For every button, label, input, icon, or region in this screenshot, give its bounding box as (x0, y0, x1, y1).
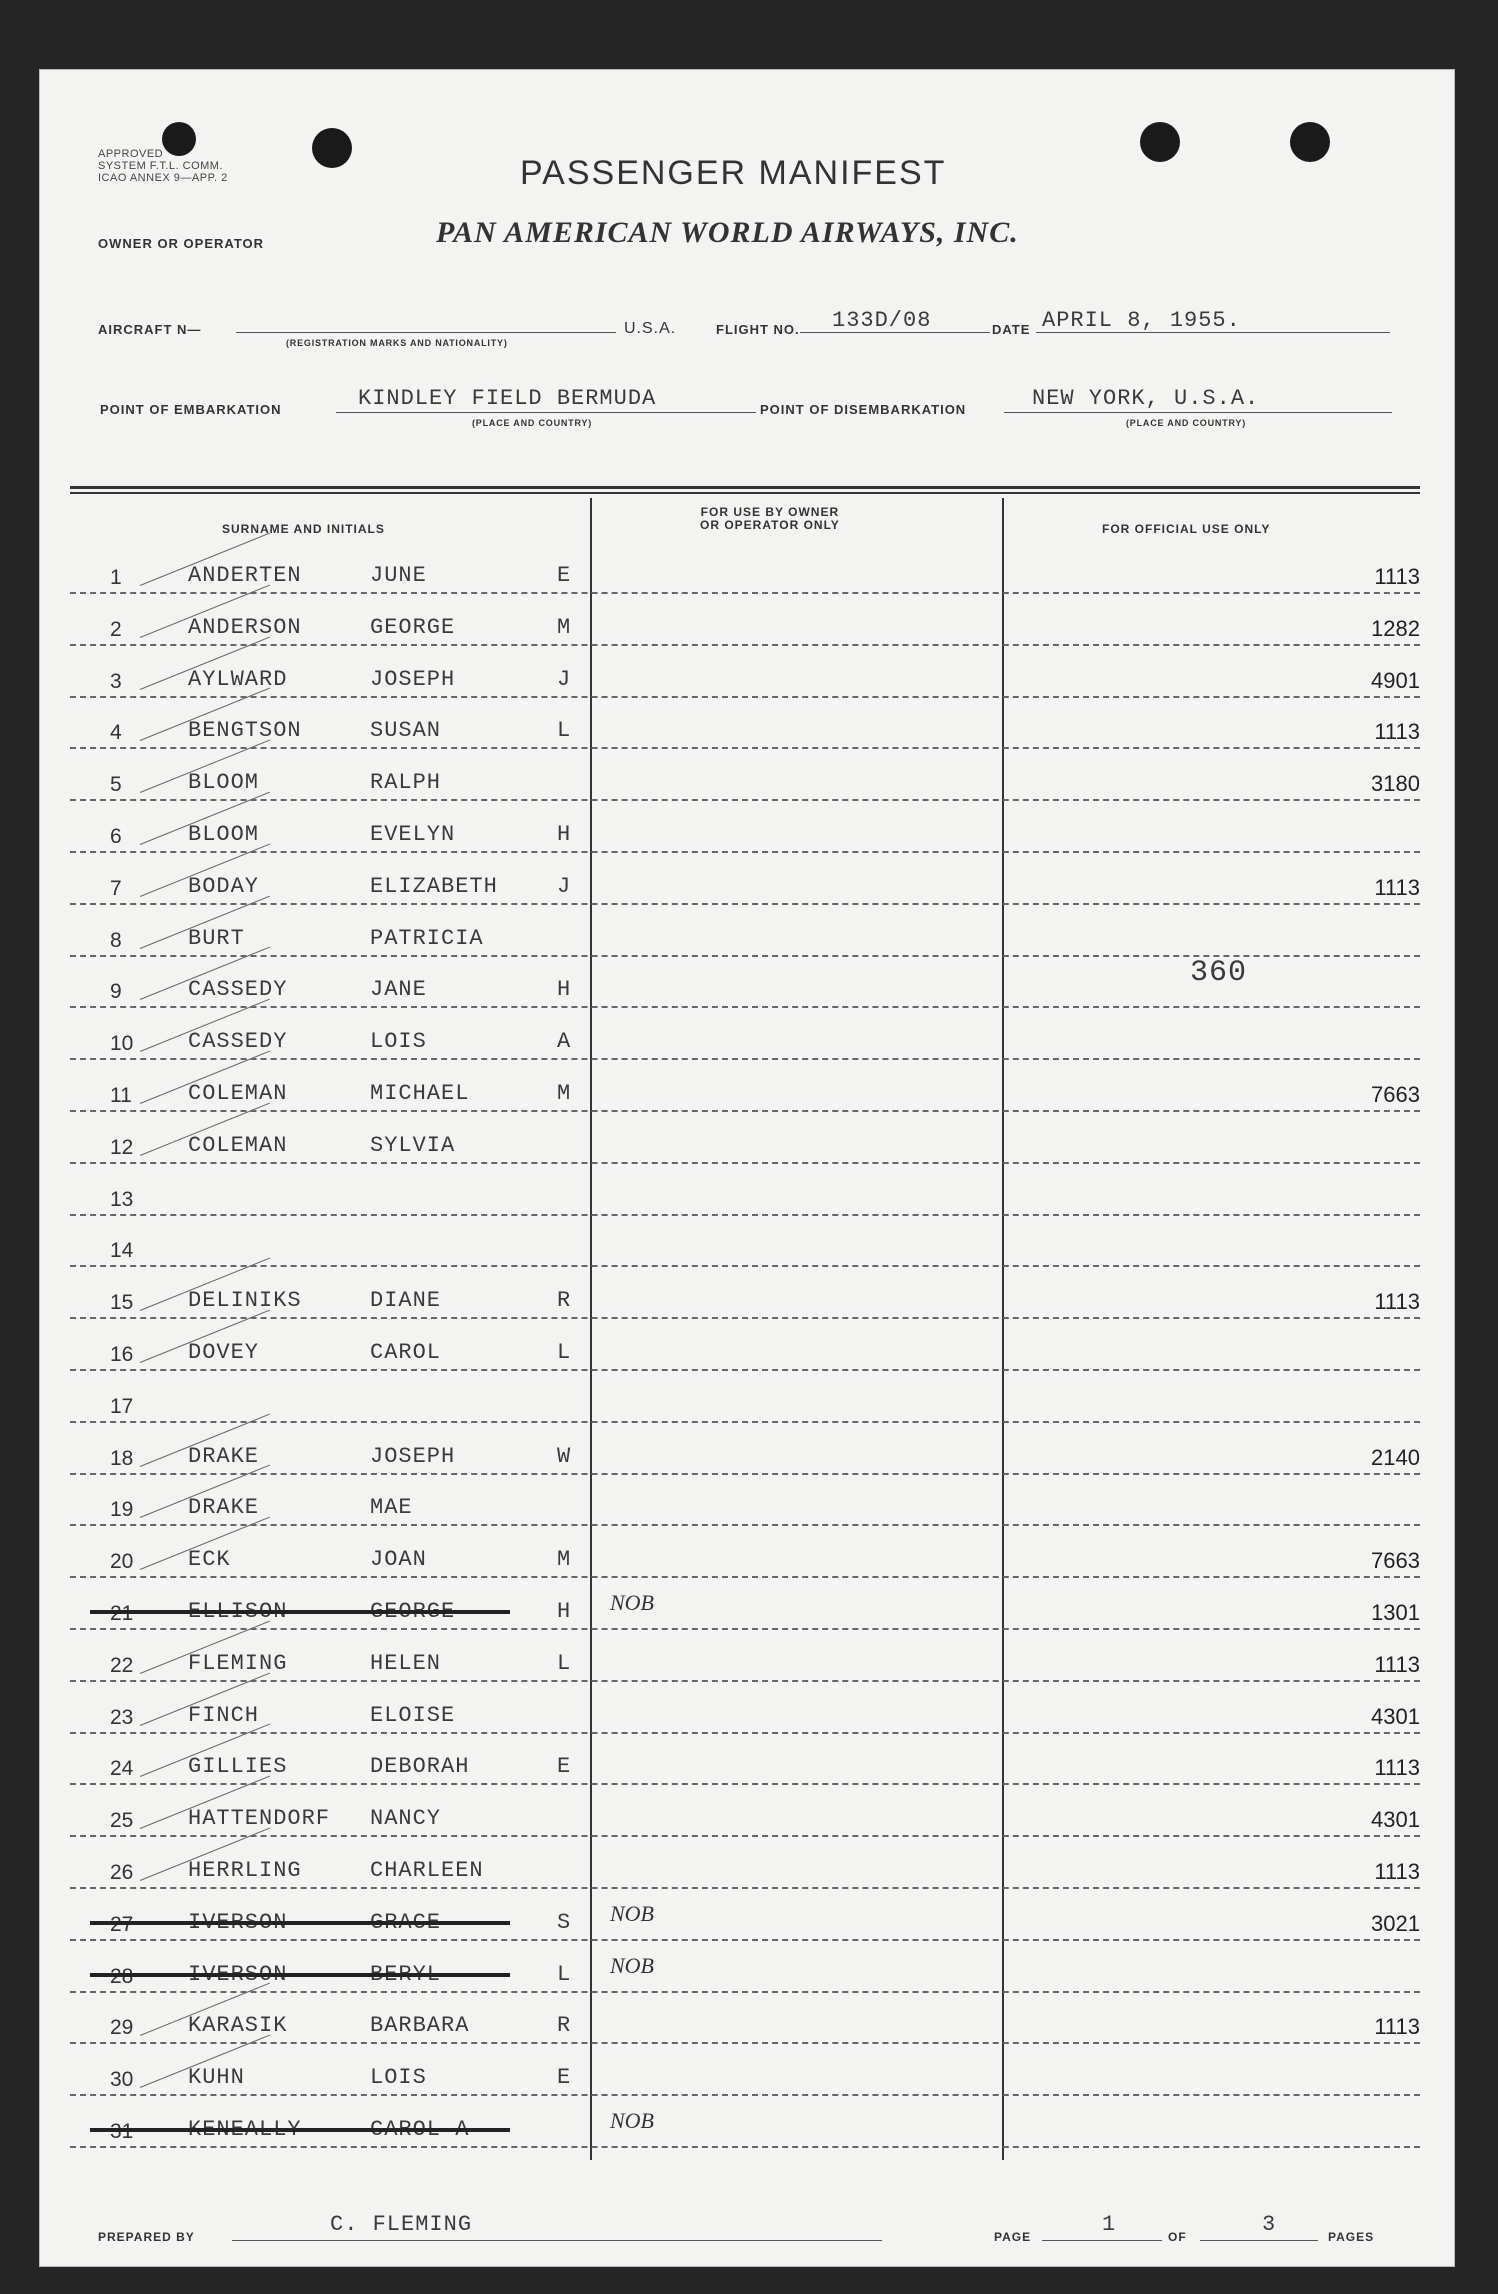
row-number: 12 (110, 1136, 134, 1159)
disembark-value: NEW YORK, U.S.A. (1032, 386, 1260, 411)
row-number: 22 (110, 1654, 134, 1677)
passenger-first-name: LOIS (370, 1029, 427, 1054)
row-underline (70, 1783, 1420, 1785)
official-code: 1282 (1371, 616, 1420, 641)
passenger-surname: ANDERSON (188, 615, 302, 640)
official-code: 7663 (1371, 1082, 1420, 1107)
of-label: OF (1168, 2230, 1187, 2244)
approval-stamp (98, 148, 228, 184)
row-number: 16 (110, 1343, 134, 1366)
page-title: PASSENGER MANIFEST (520, 154, 947, 192)
passenger-row (70, 1735, 1420, 1785)
row-number: 18 (110, 1447, 134, 1470)
prepared-value: C. FLEMING (330, 2212, 473, 2237)
passenger-row (70, 1891, 1420, 1941)
row-number: 28 (110, 1965, 134, 1988)
row-underline (70, 1732, 1420, 1734)
row-number: 10 (110, 1032, 134, 1055)
passenger-surname: IVERSON (188, 1962, 288, 1987)
row-underline (70, 1265, 1420, 1267)
row-underline (70, 1680, 1420, 1682)
passenger-row (70, 1528, 1420, 1578)
passenger-surname: GILLIES (188, 1754, 288, 1779)
punch-hole-right (1140, 122, 1180, 162)
flight-label: FLIGHT NO. (716, 322, 800, 337)
page-field (1042, 2240, 1162, 2241)
operator-note: NOB (610, 1901, 654, 1926)
official-code: 1113 (1374, 1859, 1420, 1884)
strike-through (90, 2128, 510, 2132)
passenger-initial: A (557, 1029, 572, 1054)
passenger-first-name: CAROL (370, 1340, 442, 1365)
owner-value: PAN AMERICAN WORLD AIRWAYS, INC. (436, 216, 1019, 249)
passenger-row (70, 1684, 1420, 1734)
passenger-first-name: JANE (370, 977, 427, 1002)
row-number: 6 (110, 825, 122, 848)
table-top-rule (70, 486, 1420, 489)
passenger-surname: DRAKE (188, 1495, 260, 1520)
row-number: 30 (110, 2068, 134, 2091)
passenger-row (70, 751, 1420, 801)
strike-through (90, 1610, 510, 1614)
flight-field (800, 332, 990, 333)
passenger-surname: HERRLING (188, 1858, 302, 1883)
row-number: 26 (110, 1861, 134, 1884)
passenger-first-name: BARBARA (370, 2013, 470, 2038)
row-number: 2 (110, 618, 122, 641)
row-number: 17 (110, 1395, 134, 1418)
prepared-field (232, 2240, 882, 2241)
row-number: 8 (110, 929, 122, 952)
page-value: 1 (1102, 2212, 1117, 2237)
passenger-surname: CASSEDY (188, 977, 288, 1002)
passenger-row (70, 1787, 1420, 1837)
row-underline (70, 1473, 1420, 1475)
row-underline (70, 747, 1420, 749)
col-header-official: FOR OFFICIAL USE ONLY (1102, 522, 1271, 536)
row-underline (70, 1939, 1420, 1941)
passenger-initial: M (557, 1547, 572, 1572)
passenger-initial: E (557, 1754, 572, 1779)
official-code: 4901 (1371, 668, 1420, 693)
passenger-row (70, 907, 1420, 957)
passenger-first-name: JUNE (370, 563, 427, 588)
embark-field (336, 412, 756, 413)
passenger-surname: BLOOM (188, 770, 260, 795)
page-label: PAGE (994, 2230, 1032, 2244)
official-code: 4301 (1371, 1807, 1420, 1832)
passenger-row (70, 1166, 1420, 1216)
row-number: 13 (110, 1188, 134, 1211)
passenger-first-name: HELEN (370, 1651, 442, 1676)
row-underline (70, 592, 1420, 594)
row-number: 29 (110, 2016, 134, 2039)
passenger-surname: ANDERTEN (188, 563, 302, 588)
passenger-first-name: EVELYN (370, 822, 456, 847)
passenger-first-name: DEBORAH (370, 1754, 470, 1779)
official-code: 1113 (1374, 1289, 1420, 1314)
row-underline (70, 1317, 1420, 1319)
passenger-surname: BURT (188, 926, 245, 951)
col-header-owner: FOR USE BY OWNER OR OPERATOR ONLY (700, 505, 840, 532)
passenger-row (70, 803, 1420, 853)
passenger-initial: L (557, 1651, 572, 1676)
official-code: 1113 (1374, 1652, 1420, 1677)
row-number: 3 (110, 670, 122, 693)
passenger-initial: J (557, 874, 572, 899)
passenger-surname: AYLWARD (188, 667, 288, 692)
col-header-names: SURNAME AND INITIALS (222, 522, 385, 536)
passenger-first-name: JOSEPH (370, 1444, 456, 1469)
approval-line-1: APPROVED (98, 148, 164, 160)
passenger-surname: BODAY (188, 874, 260, 899)
passenger-initial: M (557, 1081, 572, 1106)
row-underline (70, 1991, 1420, 1993)
passenger-first-name: JOAN (370, 1547, 427, 1572)
passenger-row (70, 1010, 1420, 1060)
owner-label: OWNER OR OPERATOR (98, 236, 265, 251)
passenger-initial: H (557, 977, 572, 1002)
passenger-row (70, 2046, 1420, 2096)
passenger-first-name: PATRICIA (370, 926, 484, 951)
disembark-sub: (PLACE AND COUNTRY) (1126, 418, 1247, 428)
punch-hole-right-2 (1290, 122, 1330, 162)
passenger-first-name: ELIZABETH (370, 874, 498, 899)
passenger-row (70, 1580, 1420, 1630)
strike-through (90, 1973, 510, 1977)
passenger-row (70, 1217, 1420, 1267)
passenger-initial: L (557, 718, 572, 743)
row-number: 7 (110, 877, 122, 900)
passenger-surname: HATTENDORF (188, 1806, 331, 1831)
pages-label: PAGES (1328, 2230, 1375, 2244)
row-underline (70, 2042, 1420, 2044)
date-field (1036, 332, 1390, 333)
punch-hole-left (312, 128, 352, 168)
passenger-initial: M (557, 615, 572, 640)
passenger-first-name: LOIS (370, 2065, 427, 2090)
passenger-first-name: CAROL A (370, 2117, 470, 2142)
passenger-initial: E (557, 563, 572, 588)
passenger-surname: FLEMING (188, 1651, 288, 1676)
row-underline (70, 851, 1420, 853)
row-underline (70, 1835, 1420, 1837)
passenger-first-name: SUSAN (370, 718, 442, 743)
passenger-surname: ELLISON (188, 1599, 288, 1624)
row-underline (70, 1369, 1420, 1371)
aircraft-field (236, 332, 616, 333)
row-underline (70, 1576, 1420, 1578)
official-code: 4301 (1371, 1704, 1420, 1729)
row-underline (70, 2094, 1420, 2096)
passenger-surname: DOVEY (188, 1340, 260, 1365)
row-number: 24 (110, 1757, 134, 1780)
passenger-row (70, 544, 1420, 594)
official-code: 1113 (1374, 2014, 1420, 2039)
row-number: 15 (110, 1291, 134, 1314)
passenger-surname: IVERSON (188, 1910, 288, 1935)
passenger-surname: ECK (188, 1547, 231, 1572)
passenger-surname: COLEMAN (188, 1081, 288, 1106)
operator-note: NOB (610, 1953, 654, 1978)
strike-through (90, 1921, 510, 1925)
row-underline (70, 1628, 1420, 1630)
passenger-surname: KARASIK (188, 2013, 288, 2038)
passenger-row (70, 1425, 1420, 1475)
passenger-surname: DRAKE (188, 1444, 260, 1469)
passenger-first-name: DIANE (370, 1288, 442, 1313)
embark-sub: (PLACE AND COUNTRY) (472, 418, 593, 428)
row-underline (70, 696, 1420, 698)
passenger-first-name: MAE (370, 1495, 413, 1520)
passenger-row (70, 2098, 1420, 2148)
row-number: 20 (110, 1550, 134, 1573)
row-number: 31 (110, 2120, 134, 2143)
passenger-row (70, 1062, 1420, 1112)
row-number: 9 (110, 980, 122, 1003)
passenger-surname: KENEALLY (188, 2117, 302, 2142)
passenger-row (70, 1114, 1420, 1164)
official-mark: 360 (1190, 956, 1248, 990)
passenger-first-name: CHARLEEN (370, 1858, 484, 1883)
passenger-first-name: NANCY (370, 1806, 442, 1831)
passenger-initial: E (557, 2065, 572, 2090)
row-number: 27 (110, 1913, 134, 1936)
date-label: DATE (992, 322, 1031, 337)
row-number: 5 (110, 773, 122, 796)
official-code: 1113 (1374, 564, 1420, 589)
official-code: 1301 (1371, 1600, 1420, 1625)
row-number: 1 (110, 566, 122, 589)
disembark-field (1004, 412, 1392, 413)
passenger-row (70, 699, 1420, 749)
row-underline (70, 2146, 1420, 2148)
manifest-sheet (40, 70, 1454, 2266)
row-number: 14 (110, 1239, 134, 1262)
row-number: 4 (110, 721, 122, 744)
passenger-initial: L (557, 1340, 572, 1365)
of-value: 3 (1262, 2212, 1277, 2237)
official-code: 1113 (1374, 1755, 1420, 1780)
row-number: 19 (110, 1498, 134, 1521)
passenger-row (70, 648, 1420, 698)
row-underline (70, 644, 1420, 646)
passenger-initial: S (557, 1910, 572, 1935)
official-code: 1113 (1374, 875, 1420, 900)
row-underline (70, 1162, 1420, 1164)
passenger-row (70, 1943, 1420, 1993)
row-underline (70, 1421, 1420, 1423)
passenger-initial: L (557, 1962, 572, 1987)
embark-value: KINDLEY FIELD BERMUDA (358, 386, 657, 411)
approval-line-3: ICAO ANNEX 9—APP. 2 (98, 172, 228, 184)
row-number: 25 (110, 1809, 134, 1832)
operator-note: NOB (610, 2108, 654, 2133)
date-value: APRIL 8, 1955. (1042, 308, 1241, 333)
row-number: 11 (110, 1084, 132, 1107)
passenger-first-name: JOSEPH (370, 667, 456, 692)
passenger-row (70, 1839, 1420, 1889)
passenger-row (70, 1321, 1420, 1371)
official-code: 3180 (1371, 771, 1420, 796)
passenger-surname: COLEMAN (188, 1133, 288, 1158)
prepared-label: PREPARED BY (98, 2230, 195, 2244)
aircraft-label: AIRCRAFT N— (98, 322, 202, 337)
row-underline (70, 1110, 1420, 1112)
passenger-initial: R (557, 1288, 572, 1313)
official-code: 7663 (1371, 1548, 1420, 1573)
passenger-surname: KUHN (188, 2065, 245, 2090)
passenger-first-name: RALPH (370, 770, 442, 795)
passenger-initial: W (557, 1444, 572, 1469)
passenger-first-name: BERYL (370, 1962, 442, 1987)
passenger-initial: J (557, 667, 572, 692)
row-underline (70, 799, 1420, 801)
passenger-initial: H (557, 1599, 572, 1624)
row-underline (70, 1524, 1420, 1526)
passenger-initial: H (557, 822, 572, 847)
usa-label: U.S.A. (624, 320, 677, 337)
row-underline (70, 1006, 1420, 1008)
passenger-first-name: GRACE (370, 1910, 442, 1935)
passenger-row (70, 1269, 1420, 1319)
passenger-row (70, 1632, 1420, 1682)
embark-label: POINT OF EMBARKATION (100, 402, 282, 417)
row-underline (70, 1887, 1420, 1889)
passenger-row (70, 1373, 1420, 1423)
official-code: 2140 (1371, 1445, 1420, 1470)
passenger-surname: DELINIKS (188, 1288, 302, 1313)
row-underline (70, 903, 1420, 905)
passenger-first-name: SYLVIA (370, 1133, 456, 1158)
passenger-surname: BLOOM (188, 822, 260, 847)
passenger-initial: R (557, 2013, 572, 2038)
passenger-first-name: ELOISE (370, 1703, 456, 1728)
row-underline (70, 1214, 1420, 1216)
row-underline (70, 1058, 1420, 1060)
passenger-row (70, 1476, 1420, 1526)
passenger-surname: BENGTSON (188, 718, 302, 743)
passenger-first-name: GEORGE (370, 1599, 456, 1624)
table-top-rule-2 (70, 492, 1420, 494)
official-code: 3021 (1371, 1911, 1420, 1936)
operator-note: NOB (610, 1590, 654, 1615)
passenger-surname: FINCH (188, 1703, 260, 1728)
passenger-surname: CASSEDY (188, 1029, 288, 1054)
passenger-row (70, 596, 1420, 646)
passenger-first-name: MICHAEL (370, 1081, 470, 1106)
passenger-row (70, 1994, 1420, 2044)
flight-value: 133D/08 (832, 308, 932, 333)
passenger-row (70, 855, 1420, 905)
passenger-first-name: GEORGE (370, 615, 456, 640)
official-code: 1113 (1374, 719, 1420, 744)
row-number: 21 (110, 1602, 134, 1625)
aircraft-sub: (REGISTRATION MARKS AND NATIONALITY) (286, 338, 508, 348)
approval-line-2: SYSTEM F.T.L. COMM. (98, 160, 224, 172)
of-field (1200, 2240, 1318, 2241)
disembark-label: POINT OF DISEMBARKATION (760, 402, 967, 417)
row-number: 23 (110, 1706, 134, 1729)
